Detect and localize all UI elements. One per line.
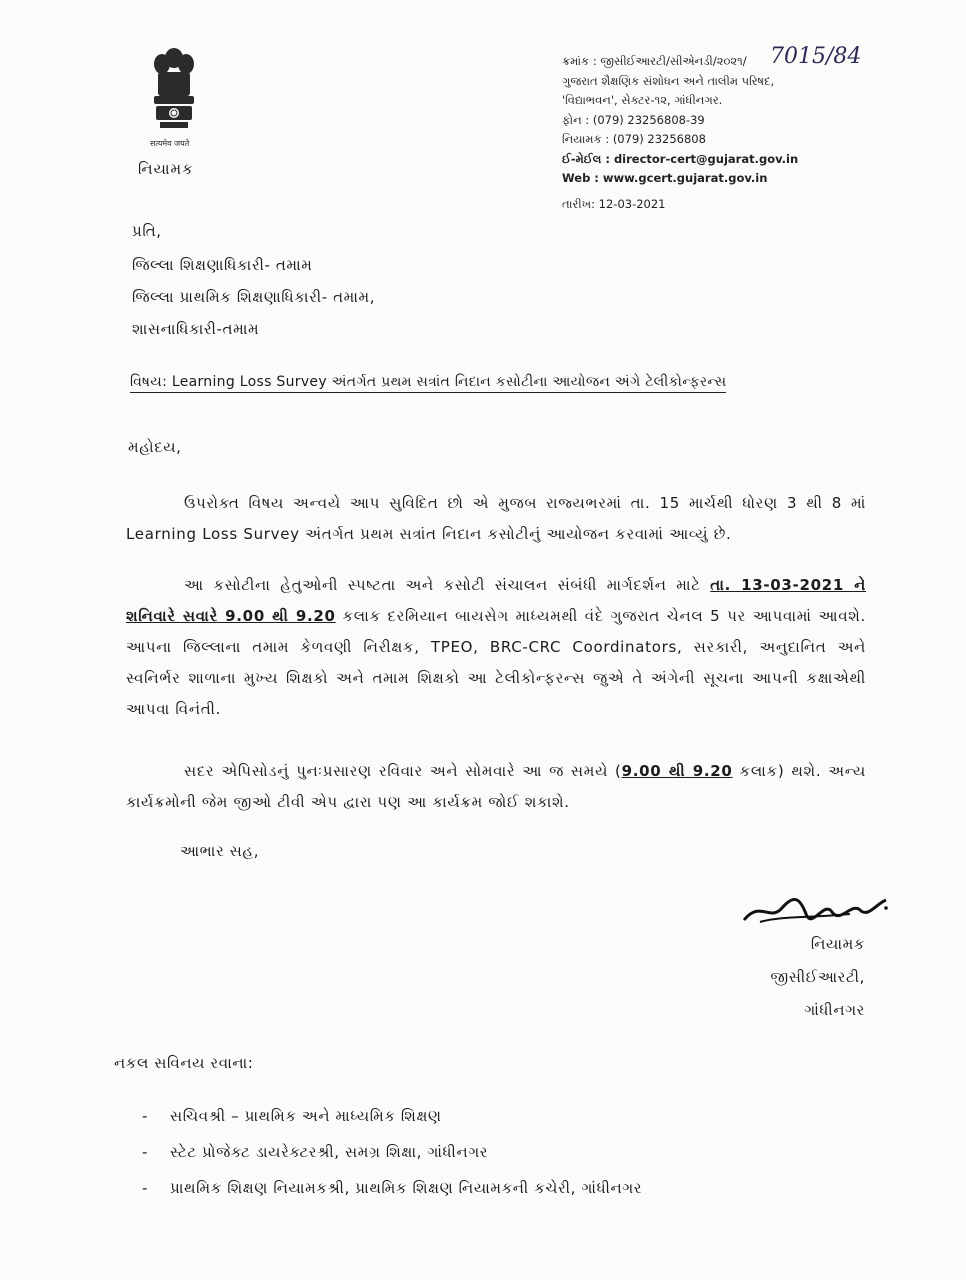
letter-date: તારીખ: 12-03-2021	[562, 196, 666, 211]
office-address: 'વિદ્યાભવન', સેક્ટર-૧૨, ગાંધીનગર.	[562, 93, 723, 107]
paragraph-2-text: આ કસોટીના હેતુઓની સ્પષ્ટતા અને કસોટી સંચાલન સંબંધી માર્ગદર્શન માટે	[184, 576, 711, 594]
reference-number: ક્રમાંક : જીસીઈઆરટી/સીએનડી/૨૦૨૧/	[562, 54, 747, 68]
telecast-date-time: તા. 13-03-2021 ને શનિવારે સવારે 9.00 થી 9.20	[126, 576, 866, 625]
office-name: ગુજરાત શૈક્ષણિક સંશોધન અને તાલીમ પરિષદ,	[562, 73, 775, 88]
addressee-line-3: શાસનાધિકારી-તમામ	[132, 320, 260, 338]
handwritten-reference: 7015/84	[770, 44, 862, 69]
list-item: - સચિવશ્રી – પ્રાથમિક અને માધ્યમિક શિક્ષણ	[142, 1107, 442, 1125]
emblem-motto: सत्यमेव जयते	[150, 139, 190, 148]
handwritten-signature	[740, 890, 890, 930]
website: Web : www.gcert.gujarat.gov.in	[562, 171, 768, 185]
list-item: - સ્ટેટ પ્રોજેક્ટ ડાયરેક્ટરશ્રી, સમગ્ર શિક્ષા, ગાંધીનગર	[142, 1143, 489, 1161]
copy-to-heading: નકલ સવિનય રવાના:	[114, 1054, 254, 1072]
copy-to-list	[142, 1098, 642, 1206]
paragraph-2	[126, 570, 866, 725]
signatory-place: ગાંધીનગર	[804, 1001, 865, 1019]
signatory-org: જીસીઈઆરટી,	[770, 968, 865, 986]
national-emblem-icon	[148, 46, 200, 144]
addressee-line-1: જિલ્લા શિક્ષણાધિકારી- તમામ	[132, 256, 313, 274]
list-item: - પ્રાથમિક શિક્ષણ નિયામકશ્રી, પ્રાથમિક શિક્ષણ નિયામકની કચેરી, ગાંધીનગર	[142, 1179, 643, 1197]
closing-text: આભાર સહ,	[180, 842, 260, 860]
contact-block	[562, 52, 902, 214]
paragraph-3-text: સદર એપિસોડનું પુનઃપ્રસારણ રવિવાર અને સોમવારે આ જ સમયે (	[184, 762, 622, 780]
rebroadcast-time: 9.00 થી 9.20	[621, 762, 733, 780]
header-designation: નિયામક	[138, 160, 194, 178]
fax-number: નિયામક : (079) 23256808	[562, 132, 706, 146]
salutation: મહોદય,	[128, 438, 182, 456]
phone-number: ફોન : (079) 23256808-39	[562, 112, 705, 127]
addressee-line-2: જિલ્લા પ્રાથમિક શિક્ષણાધિકારી- તમામ,	[132, 288, 376, 306]
signatory-title: નિયામક	[810, 935, 865, 953]
subject-line: વિષય: Learning Loss Survey અંતર્ગત પ્રથમ સત્રાંત નિદાન કસોટીના આયોજન અંગે ટેલીકોન્ફરન્સ	[130, 374, 726, 393]
signatory-block	[740, 928, 865, 1027]
paragraph-3-text-cont: કલાક) થશે. અન્ય કાર્યક્રમોની જેમ જીઓ ટીવી એપ દ્વારા પણ આ કાર્યક્રમ જોઈ શકાશે.	[126, 762, 866, 811]
addressee-prati: પ્રતિ,	[132, 222, 162, 240]
email-address: ઈ-મેઈલ : director-cert@gujarat.gov.in	[562, 151, 799, 166]
paragraph-3	[126, 756, 866, 818]
paragraph-1: ઉપરોક્ત વિષય અન્વયે આપ સુવિદિત છો એ મુજબ રાજ્યભરમાં તા. 15 માર્ચથી ધોરણ 3 થી 8 માં Learning Loss Survey અંતર્ગત પ્રથમ સત્રાંત નિદાન કસોટીનું આયોજન કરવામાં આવ્યું છે.	[126, 494, 866, 543]
paragraph-2-text-cont: કલાક દરમિયાન બાયસેગ માધ્યમથી વંદે ગુજરાત ચેનલ 5 પર આપવામાં આવશે. આપના જિલ્લાના તમામ કેળવણી નિરીક્ષક, TPEO, BRC-CRC Coordinators, સરકારી, અનુદાનિત અને સ્વનિર્ભર શાળાના મુખ્ય શિક્ષકો અને તમામ શિક્ષકો આ ટેલીકોન્ફરન્સ જુએ તે અંગેની સૂચના આપની કક્ષાએથી આપવા વિનંતી.	[126, 607, 866, 718]
